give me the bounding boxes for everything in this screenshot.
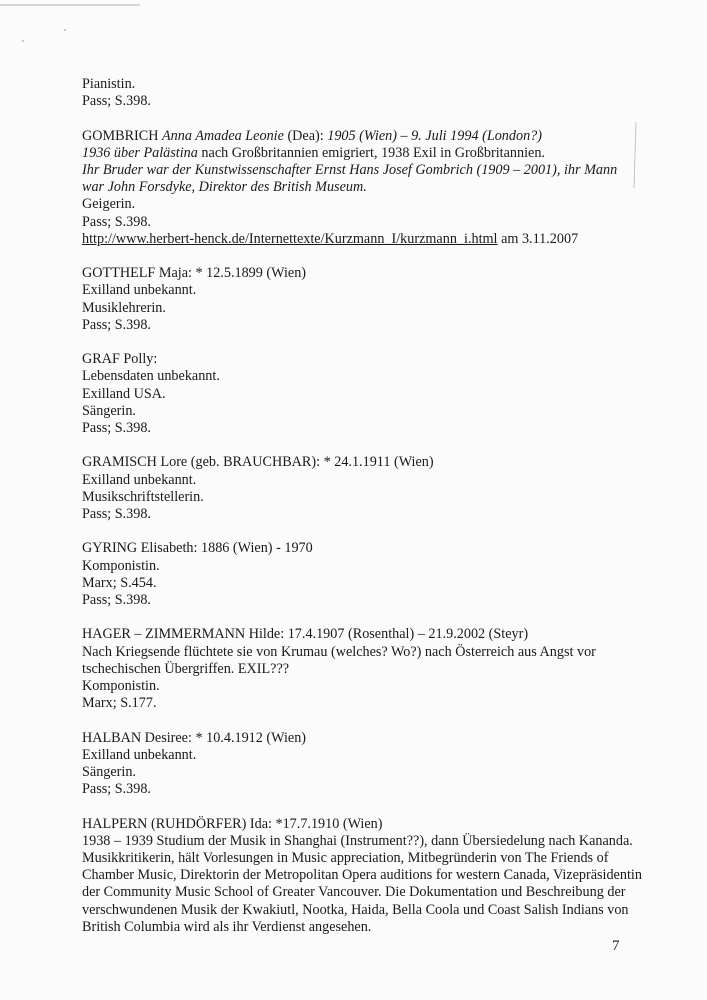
web-reference: [82, 231, 642, 248]
entry-hager-zimmermann: [82, 626, 642, 712]
entry-heading: GRAF Polly:: [82, 351, 158, 368]
page-number: 7: [612, 938, 620, 954]
entry-graf: [82, 351, 642, 437]
entry-heading: GYRING Elisabeth: 1886 (Wien) - 1970: [82, 540, 313, 557]
entry-line: 1938 – 1939 Studium der Musik in Shanghai (Instrument??), dann Übersiedelung nach Kananda.: [82, 832, 633, 849]
entry-line: Lebensdaten unbekannt.: [82, 368, 220, 385]
entry-gyring: [82, 540, 642, 609]
life-dates: 1905 (Wien) – 9. Juli 1994 (London?): [327, 127, 542, 144]
scan-edge-line: [0, 4, 140, 6]
entry-line: Exilland unbekannt.: [82, 471, 197, 488]
entry-line: Musikkritikerin, hält Vorlesungen in Music appreciation, Mitbegründerin von The Friends of Chamber Music, Direktorin der Metropolitan Opera auditions for western Canada, Vizepräsidentin der Community Music School of Greater Vancouver. Die Dokumentation und Beschreibung der verschwundenen Musik der Kwakiutl, Nootka, Haida, Bella Coola und Coast Salish Indians von British Columbia wird als ihr Verdienst angesehen.: [82, 850, 642, 935]
entry-line: Pass; S.398.: [82, 506, 151, 523]
given-names: Anna Amadea Leonie: [162, 127, 284, 144]
entry-line: Musikschriftstellerin.: [82, 488, 204, 505]
entry-line: Pass; S.398.: [82, 592, 151, 609]
entry-gramisch: [82, 454, 642, 523]
entry-line: Musiklehrerin.: [82, 299, 166, 316]
entry-gombrich: [82, 128, 642, 248]
entry-line: Pass; S.398.: [82, 781, 151, 798]
entry-heading: HALBAN Desiree: * 10.4.1912 (Wien): [82, 729, 307, 746]
emigration-route: 1936 über Palästina: [82, 144, 198, 161]
entry-line: Marx; S.177.: [82, 695, 157, 712]
entry-line: Exilland USA.: [82, 385, 166, 402]
entry-line: Komponistin.: [82, 678, 160, 695]
entry-line: Nach Kriegsende flüchtete sie von Krumau (welches? Wo?) nach Österreich aus Angst vor tschechischen Übergriffen. EXIL???: [82, 643, 596, 677]
emigration-line: [82, 145, 642, 162]
surname: GOMBRICH: [82, 127, 159, 144]
scan-speck: [64, 29, 66, 31]
entry-line: Pass; S.398.: [82, 93, 151, 110]
entry-line: Pianistin.: [82, 76, 136, 92]
emigration-text: nach Großbritannien emigriert, 1938 Exil in Großbritannien.: [197, 144, 545, 161]
entry-heading: HAGER – ZIMMERMANN Hilde: 17.4.1907 (Rosenthal) – 21.9.2002 (Steyr): [82, 626, 529, 643]
entry-line: Pass; S.398.: [82, 316, 151, 333]
family-note: Ihr Bruder war der Kunstwissenschafter Ernst Hans Josef Gombrich (1909 – 2001), ihr Mann war John Forsdyke, Direktor des British Museum.: [82, 162, 618, 196]
heading-nickname: (Dea):: [283, 127, 328, 144]
entry-halban: [82, 730, 642, 799]
entry-heading: [82, 128, 642, 145]
entry-heading: HALPERN (RUHDÖRFER) Ida: *17.7.1910 (Wien): [82, 815, 383, 832]
entry-line: Sängerin.: [82, 402, 136, 419]
access-date: am 3.11.2007: [497, 230, 579, 247]
entry-halpern: [82, 816, 642, 936]
profession: Geigerin.: [82, 196, 136, 213]
entry-line: Exilland unbekannt.: [82, 746, 197, 763]
source-reference: Pass; S.398.: [82, 213, 151, 230]
entry-line: Pass; S.398.: [82, 420, 151, 437]
entry-line: Komponistin.: [82, 557, 160, 574]
entry-continuation: [82, 76, 642, 110]
document-body: [82, 76, 642, 953]
entry-line: Sängerin.: [82, 764, 136, 781]
entry-gotthelf: [82, 265, 642, 334]
entry-line: Marx; S.454.: [82, 574, 157, 591]
entry-heading: GOTTHELF Maja: * 12.5.1899 (Wien): [82, 265, 307, 282]
entry-line: Exilland unbekannt.: [82, 282, 197, 299]
reference-link[interactable]: http://www.herbert-henck.de/Internettexte/Kurzmann_I/kurzmann_i.html: [82, 230, 498, 247]
scan-speck: [22, 40, 24, 42]
entry-heading: GRAMISCH Lore (geb. BRAUCHBAR): * 24.1.1911 (Wien): [82, 454, 434, 471]
